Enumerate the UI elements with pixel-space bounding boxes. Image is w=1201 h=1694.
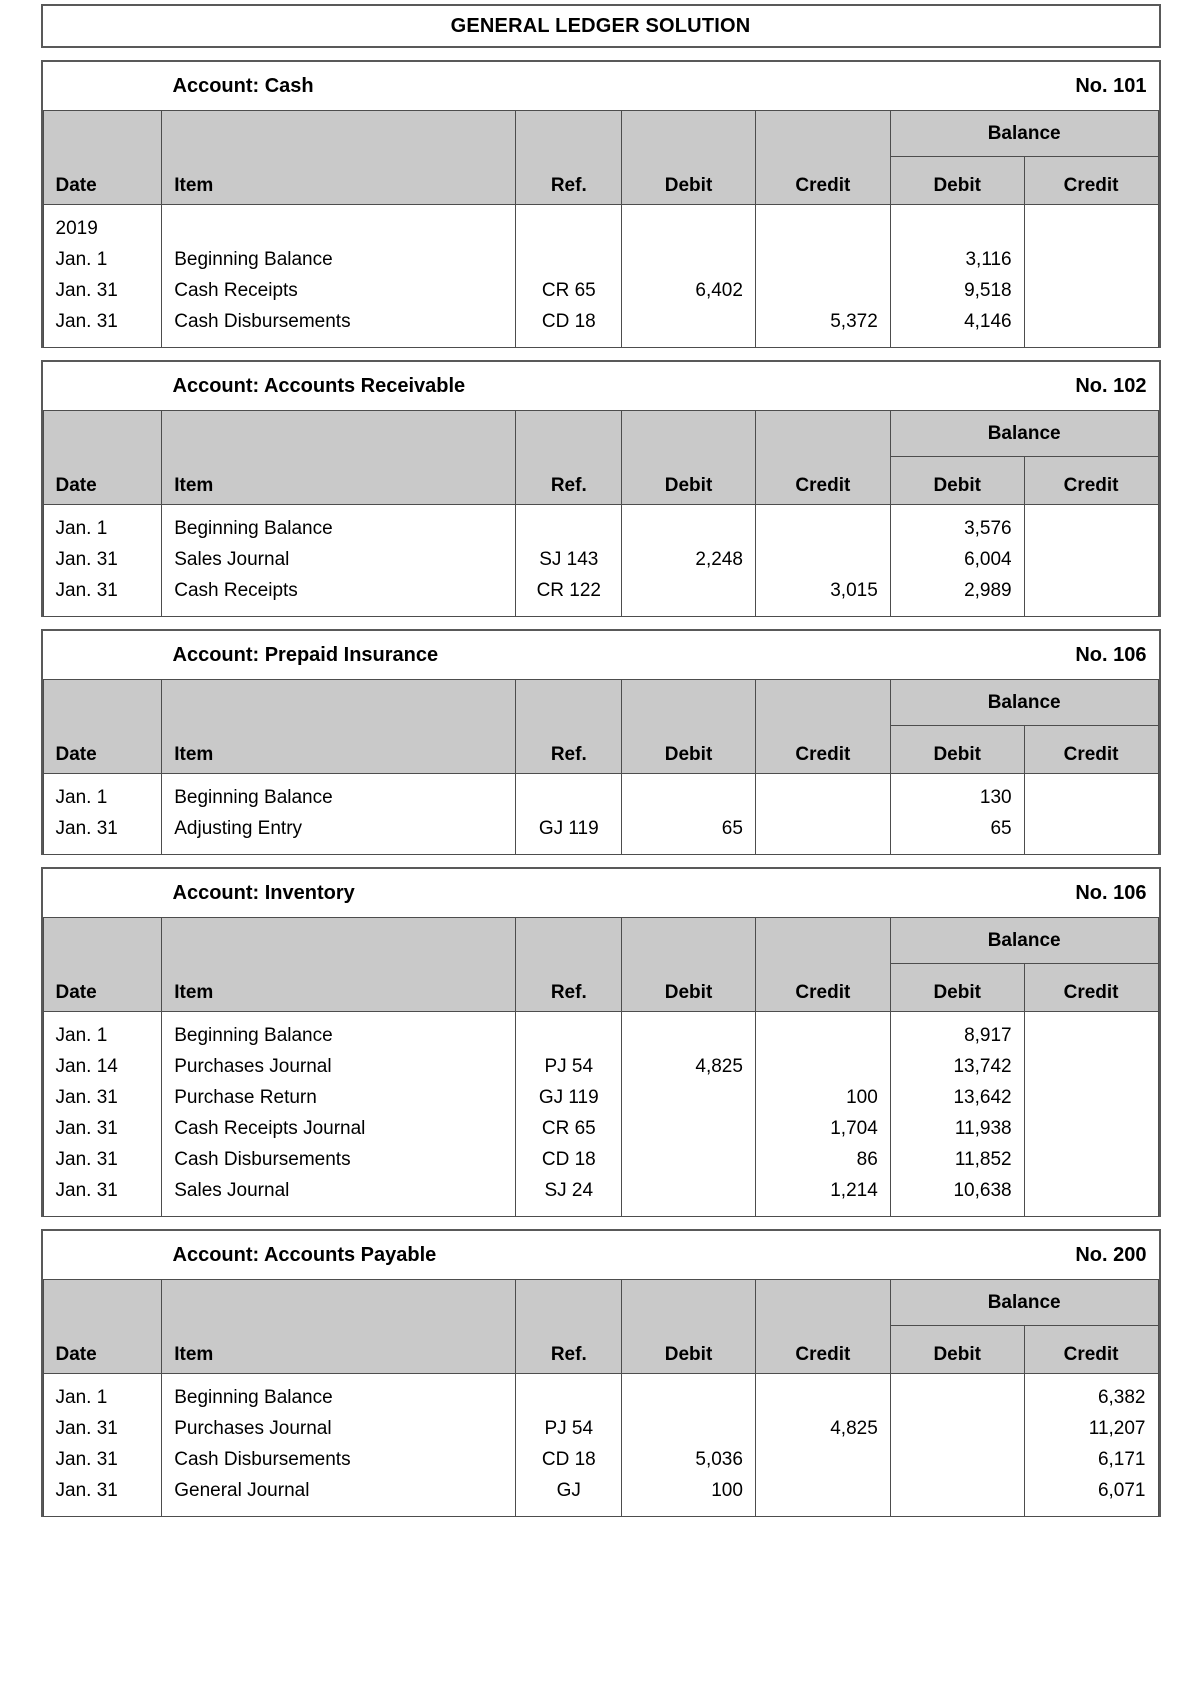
account-number: No. 200 [1075, 1243, 1147, 1266]
cell-date-line: Jan. 31 [55, 1449, 118, 1470]
cell-credit-line [756, 513, 878, 544]
ledger-block [41, 360, 1161, 617]
cell-balance-debit-line: 2,989 [964, 580, 1012, 601]
column-header-ref: Ref. [516, 411, 622, 505]
column-header-ref: Ref. [516, 1280, 622, 1374]
cell-item-line: Purchase Return [174, 1087, 317, 1108]
cell-credit-line: 5,372 [830, 311, 878, 332]
column-header-date: Date [43, 111, 162, 205]
ledger-block [41, 60, 1161, 348]
cell-item [162, 1012, 516, 1217]
cell-debit-line: 100 [711, 1480, 743, 1501]
cell-debit-line [622, 244, 743, 275]
cell-item-line: Beginning Balance [174, 1387, 333, 1408]
cell-credit [755, 1012, 890, 1217]
column-header-ref: Ref. [516, 918, 622, 1012]
cell-debit-line [622, 575, 743, 606]
cell-date-line: Jan. 31 [55, 1480, 118, 1501]
account-name: Account: Inventory [172, 881, 355, 904]
account-name: Account: Cash [172, 74, 314, 97]
table-row [43, 1374, 1158, 1517]
cell-ref-line: GJ 119 [538, 818, 599, 839]
cell-debit-line [622, 306, 743, 337]
table-row [43, 505, 1158, 617]
cell-item-line: Cash Receipts [174, 280, 298, 301]
cell-credit-line: 100 [846, 1087, 878, 1108]
table-row [43, 205, 1158, 348]
table-header-row-top [43, 411, 1158, 457]
ledger-table [43, 110, 1159, 348]
cell-item-line: Beginning Balance [174, 518, 333, 539]
cell-balance-debit [890, 774, 1024, 855]
cell-credit-line [756, 244, 878, 275]
cell-debit-line [622, 1413, 743, 1444]
cell-debit-line [622, 1020, 743, 1051]
account-name: Account: Accounts Receivable [172, 374, 466, 397]
table-header-row-top [43, 680, 1158, 726]
ledger-list [41, 60, 1161, 1517]
cell-balance-debit-line: 13,642 [953, 1087, 1012, 1108]
cell-debit [622, 774, 756, 855]
cell-balance-credit-line: 6,382 [1097, 1387, 1146, 1408]
cell-date-line: Jan. 31 [55, 311, 118, 332]
column-header-balance: Balance [890, 111, 1158, 157]
cell-item-line: Sales Journal [174, 549, 290, 570]
cell-ref-line: CR 122 [536, 580, 601, 601]
column-header-balance: Balance [890, 411, 1158, 457]
cell-ref-line: GJ [556, 1480, 581, 1501]
column-header-debit: Debit [622, 680, 756, 774]
ledger-page [41, 0, 1161, 1517]
cell-balance-credit [1024, 1374, 1158, 1517]
cell-balance-debit-line: 13,742 [953, 1056, 1012, 1077]
column-header-balance-debit: Debit [890, 157, 1024, 205]
account-header [43, 362, 1159, 410]
column-header-balance-debit: Debit [890, 964, 1024, 1012]
cell-balance-debit-line: 130 [979, 787, 1012, 808]
cell-ref [516, 1012, 622, 1217]
ledger-table [43, 1279, 1159, 1517]
cell-date-line: Jan. 31 [55, 1118, 118, 1139]
table-header-row-top [43, 918, 1158, 964]
page-title: GENERAL LEDGER SOLUTION [450, 14, 751, 37]
cell-item [162, 205, 516, 348]
cell-balance-debit [890, 205, 1024, 348]
column-header-debit: Debit [622, 111, 756, 205]
cell-balance-debit-line: 10,638 [953, 1180, 1012, 1201]
cell-credit-line [756, 782, 878, 813]
cell-credit [755, 1374, 890, 1517]
cell-item-line: Cash Disbursements [174, 1149, 351, 1170]
cell-balance-credit-line [1025, 244, 1146, 275]
cell-balance-debit-line: 9,518 [964, 280, 1012, 301]
cell-ref-line: PJ 54 [544, 1056, 594, 1077]
column-header-item: Item [162, 411, 516, 505]
cell-date [43, 505, 162, 617]
cell-debit-line [622, 1082, 743, 1113]
cell-date-line: Jan. 14 [55, 1056, 118, 1077]
cell-date-line: Jan. 31 [55, 580, 118, 601]
cell-ref-line [516, 1020, 621, 1051]
cell-debit-line: 5,036 [695, 1449, 743, 1470]
cell-date-line: Jan. 31 [55, 1180, 118, 1201]
cell-date-line: Jan. 31 [55, 1418, 118, 1439]
cell-date-line: Jan. 31 [55, 818, 118, 839]
column-header-ref: Ref. [516, 680, 622, 774]
cell-credit-line [756, 275, 878, 306]
ledger-block [41, 867, 1161, 1217]
column-header-credit: Credit [755, 411, 890, 505]
cell-ref-line: CR 65 [541, 280, 596, 301]
cell-credit [755, 774, 890, 855]
cell-balance-credit-line [1025, 513, 1146, 544]
cell-item [162, 774, 516, 855]
column-header-balance-credit: Credit [1024, 1326, 1158, 1374]
cell-balance-debit-line: 6,004 [964, 549, 1012, 570]
cell-ref [516, 505, 622, 617]
ledger-table [43, 679, 1159, 855]
cell-balance-debit-line: 11,938 [954, 1118, 1012, 1139]
cell-date-line: Jan. 1 [55, 1025, 108, 1046]
cell-balance-credit-line [1025, 1175, 1146, 1206]
cell-item-line: Cash Receipts [174, 580, 298, 601]
column-header-ref: Ref. [516, 111, 622, 205]
table-header-row-top [43, 111, 1158, 157]
cell-date-line: Jan. 1 [55, 249, 108, 270]
cell-balance-debit-line: 65 [990, 818, 1012, 839]
table-row [43, 1012, 1158, 1217]
cell-ref-line: GJ 119 [538, 1087, 599, 1108]
column-header-balance: Balance [890, 680, 1158, 726]
column-header-balance-debit: Debit [890, 1326, 1024, 1374]
account-header [43, 1231, 1159, 1279]
cell-ref [516, 1374, 622, 1517]
column-header-balance-credit: Credit [1024, 726, 1158, 774]
cell-item-line: Beginning Balance [174, 1025, 333, 1046]
cell-item [162, 1374, 516, 1517]
cell-ref [516, 205, 622, 348]
cell-item-line: Purchases Journal [174, 1056, 332, 1077]
cell-credit-line [756, 544, 878, 575]
cell-date-line: Jan. 1 [55, 787, 108, 808]
cell-item-line: Cash Disbursements [174, 311, 351, 332]
cell-item-line: Cash Disbursements [174, 1449, 351, 1470]
cell-balance-credit-line [1025, 782, 1146, 813]
cell-item-line: Cash Receipts Journal [174, 1118, 366, 1139]
cell-date-line: Jan. 31 [55, 549, 118, 570]
column-header-date: Date [43, 411, 162, 505]
cell-debit-line [622, 1144, 743, 1175]
cell-ref [516, 774, 622, 855]
cell-credit-line [756, 1444, 878, 1475]
cell-date [43, 1012, 162, 1217]
cell-debit-line [622, 513, 743, 544]
ledger-table [43, 917, 1159, 1217]
cell-credit-line [756, 1020, 878, 1051]
cell-item [162, 505, 516, 617]
cell-balance-credit-line [1025, 1051, 1146, 1082]
account-header [43, 869, 1159, 917]
cell-date-line: Jan. 1 [55, 518, 108, 539]
cell-debit-line: 2,248 [695, 549, 743, 570]
cell-balance-credit-line [1025, 544, 1146, 575]
cell-debit-line: 65 [721, 818, 743, 839]
cell-balance-credit-line [1025, 306, 1146, 337]
cell-balance-credit [1024, 1012, 1158, 1217]
cell-ref-line [516, 782, 621, 813]
column-header-date: Date [43, 680, 162, 774]
cell-ref-line: SJ 24 [544, 1180, 594, 1201]
cell-ref-line: SJ 143 [539, 549, 599, 570]
cell-balance-debit-line [891, 1382, 1012, 1413]
account-header [43, 62, 1159, 110]
cell-item-line: Beginning Balance [174, 249, 333, 270]
cell-item-line: Purchases Journal [174, 1418, 332, 1439]
column-header-credit: Credit [755, 111, 890, 205]
cell-credit-line: 3,015 [830, 580, 878, 601]
column-header-item: Item [162, 111, 516, 205]
account-header [43, 631, 1159, 679]
cell-item-line: Sales Journal [174, 1180, 290, 1201]
cell-debit [622, 505, 756, 617]
cell-balance-debit-line: 11,852 [954, 1149, 1012, 1170]
column-header-credit: Credit [755, 1280, 890, 1374]
cell-item-line: Adjusting Entry [174, 818, 303, 839]
cell-debit-line [622, 1113, 743, 1144]
cell-ref-line: CR 65 [541, 1118, 596, 1139]
cell-balance-credit-line [1025, 1144, 1146, 1175]
column-header-debit: Debit [622, 1280, 756, 1374]
column-header-balance-debit: Debit [890, 726, 1024, 774]
cell-date [43, 1374, 162, 1517]
cell-ref-line [516, 513, 621, 544]
column-header-balance: Balance [890, 1280, 1158, 1326]
cell-year: 2019 [55, 218, 98, 239]
account-name: Account: Prepaid Insurance [172, 643, 439, 666]
cell-balance-credit-line [1025, 575, 1146, 606]
column-header-item: Item [162, 1280, 516, 1374]
cell-balance-credit [1024, 505, 1158, 617]
cell-date [43, 774, 162, 855]
cell-debit [622, 205, 756, 348]
cell-balance-debit-line: 4,146 [964, 311, 1012, 332]
cell-credit-line: 1,214 [830, 1180, 878, 1201]
cell-credit [755, 505, 890, 617]
ledger-table [43, 410, 1159, 617]
cell-debit-line [622, 782, 743, 813]
cell-debit-line: 6,402 [695, 280, 743, 301]
cell-balance-credit-line [1025, 813, 1146, 844]
cell-debit [622, 1012, 756, 1217]
cell-balance-debit-line [891, 1413, 1012, 1444]
cell-balance-debit-line: 8,917 [964, 1025, 1012, 1046]
cell-ref-line: PJ 54 [544, 1418, 594, 1439]
column-header-balance-credit: Credit [1024, 157, 1158, 205]
cell-balance-debit [890, 505, 1024, 617]
cell-ref-line [516, 1382, 621, 1413]
cell-credit-line: 1,704 [830, 1118, 878, 1139]
cell-balance-credit [1024, 774, 1158, 855]
cell-ref-line: CD 18 [541, 1449, 596, 1470]
cell-item-line: Beginning Balance [174, 787, 333, 808]
cell-item-line: General Journal [174, 1480, 310, 1501]
cell-balance-credit-line: 6,171 [1097, 1449, 1146, 1470]
cell-credit-line: 4,825 [830, 1418, 878, 1439]
column-header-credit: Credit [755, 918, 890, 1012]
cell-date [43, 205, 162, 348]
cell-credit-line: 86 [856, 1149, 878, 1170]
cell-balance-debit [890, 1012, 1024, 1217]
cell-balance-debit-line [891, 1444, 1012, 1475]
account-number: No. 101 [1075, 74, 1147, 97]
cell-date-line: Jan. 31 [55, 280, 118, 301]
column-header-date: Date [43, 1280, 162, 1374]
column-header-debit: Debit [622, 918, 756, 1012]
cell-credit-line [756, 813, 878, 844]
account-number: No. 106 [1075, 881, 1147, 904]
cell-balance-debit [890, 1374, 1024, 1517]
cell-balance-credit-line [1025, 275, 1146, 306]
cell-balance-credit [1024, 205, 1158, 348]
cell-balance-credit-line [1025, 1082, 1146, 1113]
account-number: No. 106 [1075, 643, 1147, 666]
ledger-block [41, 1229, 1161, 1517]
cell-balance-debit-line [891, 1475, 1012, 1506]
cell-balance-credit-line [1025, 1113, 1146, 1144]
cell-debit-line: 4,825 [695, 1056, 743, 1077]
document-title-bar [41, 4, 1161, 48]
cell-credit-line [756, 1051, 878, 1082]
cell-credit-line [756, 1475, 878, 1506]
column-header-balance-debit: Debit [890, 457, 1024, 505]
cell-balance-credit-line: 6,071 [1097, 1480, 1146, 1501]
cell-ref-line: CD 18 [541, 311, 596, 332]
table-row [43, 774, 1158, 855]
cell-balance-credit-line: 11,207 [1088, 1418, 1146, 1439]
table-header-row-top [43, 1280, 1158, 1326]
cell-debit [622, 1374, 756, 1517]
column-header-item: Item [162, 918, 516, 1012]
account-name: Account: Accounts Payable [172, 1243, 437, 1266]
column-header-balance-credit: Credit [1024, 457, 1158, 505]
cell-credit-line [756, 1382, 878, 1413]
cell-debit-line [622, 1175, 743, 1206]
column-header-item: Item [162, 680, 516, 774]
cell-balance-debit-line: 3,116 [965, 249, 1012, 270]
column-header-credit: Credit [755, 680, 890, 774]
cell-balance-debit-line: 3,576 [964, 518, 1012, 539]
cell-credit [755, 205, 890, 348]
column-header-balance-credit: Credit [1024, 964, 1158, 1012]
column-header-date: Date [43, 918, 162, 1012]
account-number: No. 102 [1075, 374, 1147, 397]
column-header-debit: Debit [622, 411, 756, 505]
cell-balance-credit-line [1025, 1020, 1146, 1051]
ledger-block [41, 629, 1161, 855]
cell-ref-line: CD 18 [541, 1149, 596, 1170]
cell-date-line: Jan. 31 [55, 1149, 118, 1170]
cell-date-line: Jan. 1 [55, 1387, 108, 1408]
cell-date-line: Jan. 31 [55, 1087, 118, 1108]
cell-ref-line [516, 244, 621, 275]
cell-debit-line [622, 1382, 743, 1413]
column-header-balance: Balance [890, 918, 1158, 964]
